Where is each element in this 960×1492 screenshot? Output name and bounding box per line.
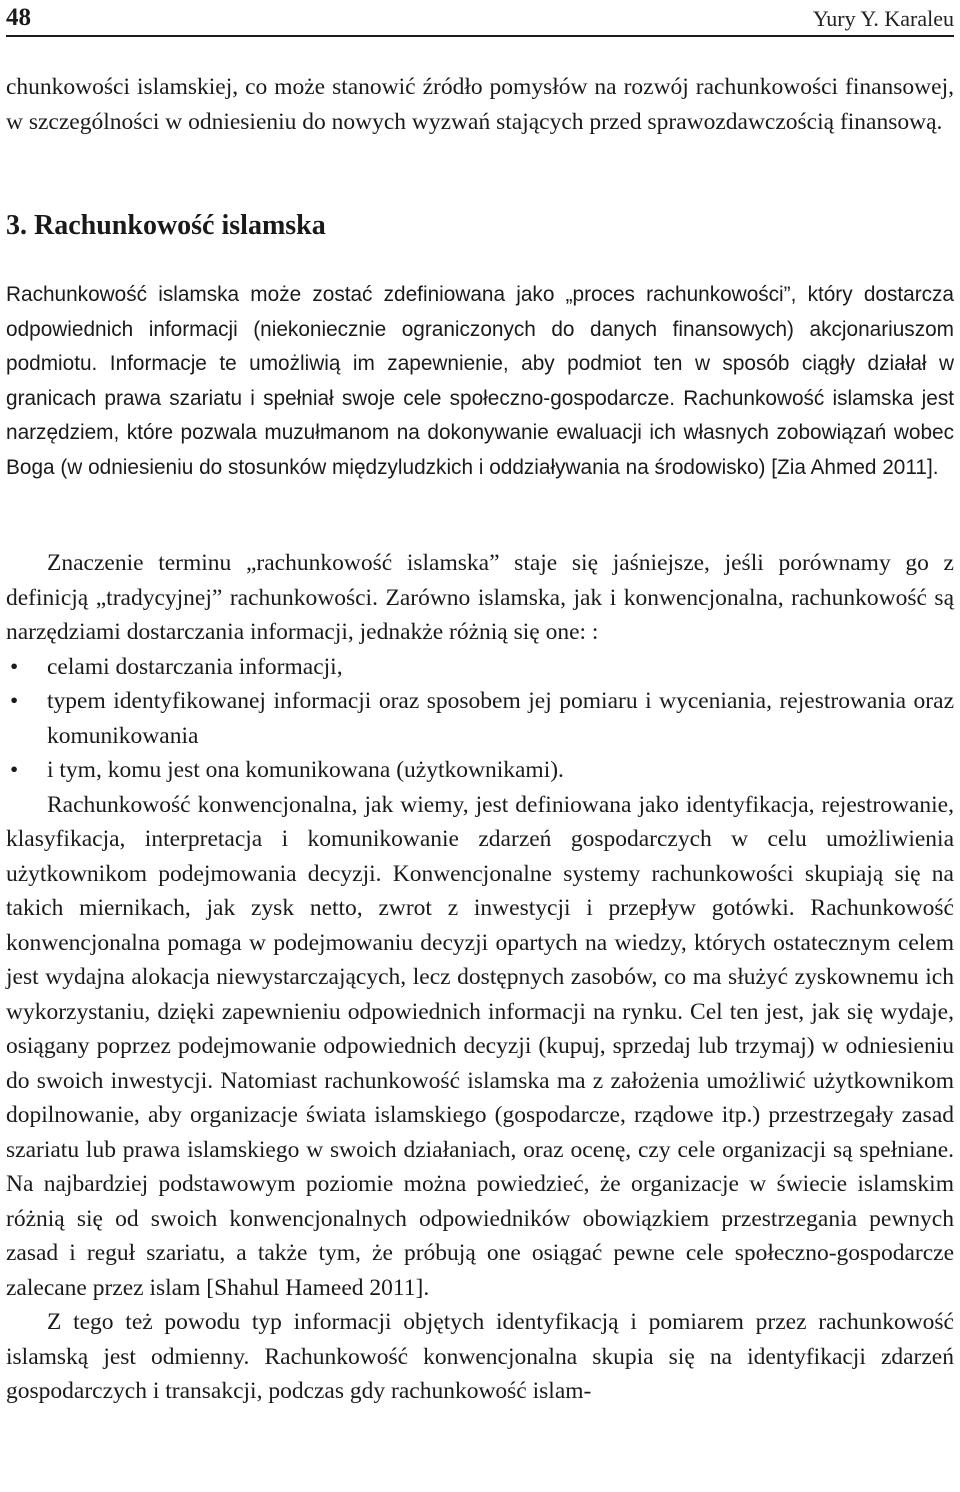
page-number: 48 — [6, 4, 31, 31]
definition-paragraph-text: Rachunkowość islamska może zostać zdefiniowana jako „proces rachunkowości”, który dostarcza odpowiednich informacji (niekoniecznie ograniczonych do danych finansowych) akcjonariuszom podmiotu. Informacje te umożliwią im zapewnienie, aby podmiot ten w sposób ciągły działał w granicach prawa szariatu i spełniał swoje cele społeczno-gospodarcze. Rachunkowość islamska jest narzędziem, które pozwala muzułmanom na dokonywanie ewaluacji ich własnych zobowiązań wobec Boga (w odniesieniu do stosunków międzyludzkich i oddziaływania na środowisko) [Zia Ahmed 2011]. — [6, 283, 954, 479]
list-item — [6, 650, 954, 685]
list-item — [6, 753, 954, 788]
running-header-author: Yury Y. Karaleu — [812, 6, 954, 31]
list-item-text: celami dostarczania informacji, — [47, 653, 343, 680]
bullet-icon: • — [10, 757, 19, 783]
header-rule — [6, 35, 954, 37]
running-header — [6, 4, 954, 34]
list-item — [6, 684, 954, 753]
bullet-icon: • — [10, 688, 19, 714]
list-item-text: typem identyfikowanej informacji oraz sposobem jej pomiaru i wyceniania, rejestrowania oraz komunikowania — [47, 688, 954, 749]
section-heading: 3. Rachunkowość islamska — [6, 210, 326, 241]
conventional-accounting-paragraph: Rachunkowość konwencjonalna, jak wiemy, jest definiowana jako identyfikacja, rejestrowanie, klasyfikacja, interpretacja i komunikowanie zdarzeń gospodarczych w celu umożliwienia użytkownikom podejmowania decyzji. Konwencjonalne systemy rachunkowości skupiają się na takich miernikach, jak zysk netto, zwrot z inwestycji i przepływ gotówki. Rachunkowość konwencjonalna pomaga w podejmowaniu decyzji opartych na wiedzy, których ostatecznym celem jest wydajna alokacja niewystarczających, lecz dostępnych zasobów, co ma służyć zyskownemu ich wykorzystaniu, dzięki zapewnieniu odpowiednich informacji na rynku. Cel ten jest, jak się wydaje, osiągany poprzez podejmowanie odpowiednich decyzji (kupuj, sprzedaj lub trzymaj) w odniesieniu do swoich inwestycji. Natomiast rachunkowość islamska ma z założenia umożliwić użytkownikom dopilnowanie, aby organizacje świata islamskiego (gospodarcze, rządowe itp.) przestrzegały zasad szariatu lub prawa islamskiego w swoich działaniach, oraz ocenę, czy cele organizacji są spełniane. Na najbardziej podstawowym poziomie można powiedzieć, że organizacje w świecie islamskim różnią się od swoich konwencjonalnych odpowiedników obowiązkiem przestrzegania pewnych zasad i reguł szariatu, a także tym, że próbują one osiągać pewne cele społeczno-gospodarcze zalecane przez islam [Shahul Hameed 2011]. — [6, 791, 954, 1301]
list-item-text: i tym, komu jest ona komunikowana (użytkownikami). — [47, 757, 564, 783]
bullet-icon: • — [10, 653, 19, 680]
intro-paragraph-text: chunkowości islamskiej, co może stanowić źródło pomysłów na rozwój rachunkowości finansowej, w szczególności w odniesieniu do nowych wyzwań stających przed sprawozdawczością finansową. — [6, 74, 954, 135]
main-text-block — [6, 546, 954, 1409]
intro-paragraph — [6, 70, 954, 139]
differences-list — [6, 650, 954, 788]
closing-paragraph: Z tego też powodu typ informacji objętych identyfikacją i pomiarem przez rachunkowość islamską jest odmienny. Rachunkowość konwencjonalna skupia się na identyfikacji zdarzeń gospodarczych i transakcji, podczas gdy rachunkowość islam- — [6, 1309, 954, 1404]
definition-paragraph — [6, 278, 954, 485]
comparison-paragraph: Znaczenie terminu „rachunkowość islamska” staje się jaśniejsze, jeśli porównamy go z definicją „tradycyjnej” rachunkowości. Zarówno islamska, jak i konwencjonalna, rachunkowość są narzędziami dostarczania informacji, jednakże różnią się one: : — [6, 550, 954, 645]
